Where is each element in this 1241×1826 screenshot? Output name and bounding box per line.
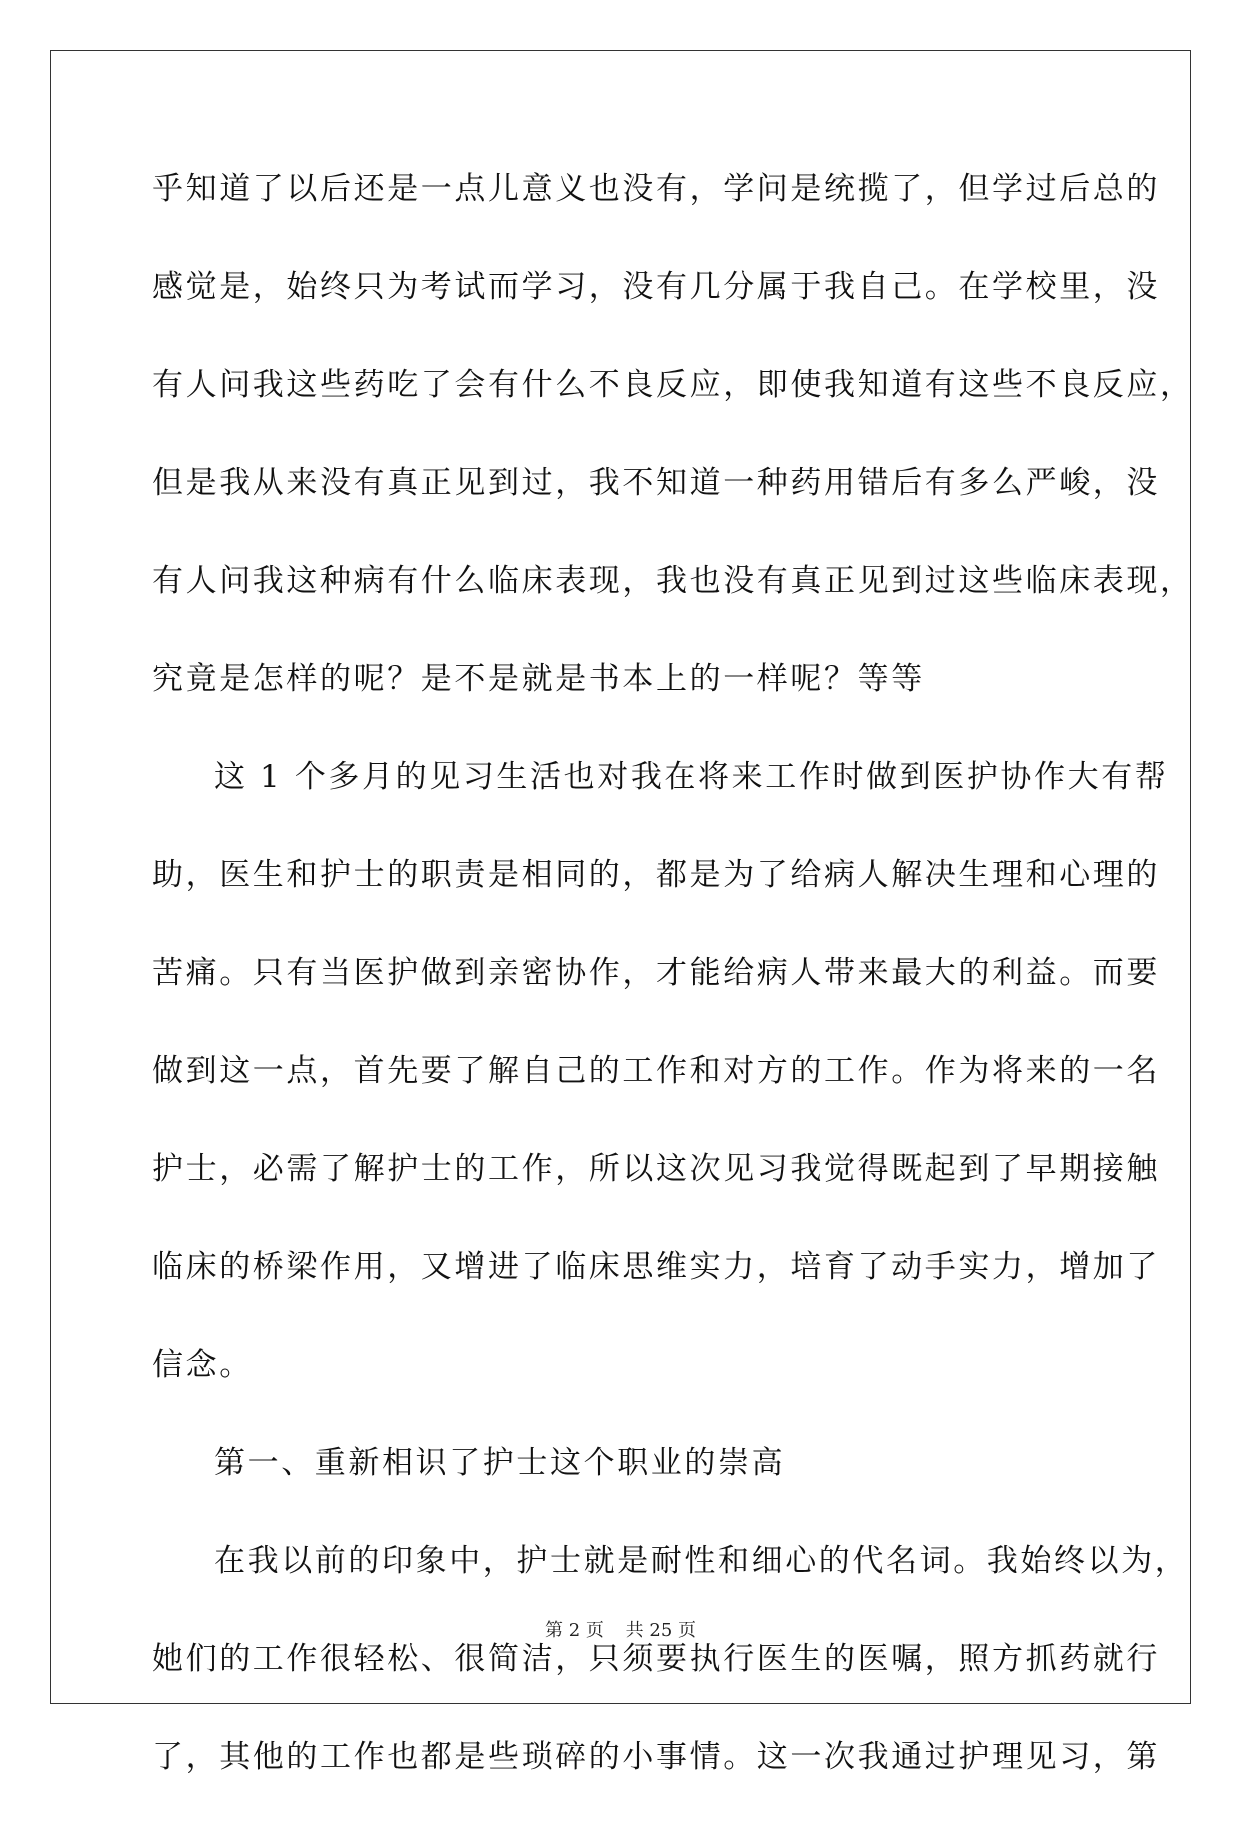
text-line: 究竟是怎样的呢？是不是就是书本上的一样呢？等等: [152, 661, 925, 697]
text-line: 苦痛。只有当医护做到亲密协作，才能给病人带来最大的利益。而要: [152, 955, 1160, 991]
paragraph-start-line: 在我以前的印象中，护士就是耐性和细心的代名词。我始终以为，: [214, 1543, 1189, 1579]
text-line: 助，医生和护士的职责是相同的，都是为了给病人解决生理和心理的: [152, 857, 1160, 893]
page-number: 第 2 页: [545, 1620, 604, 1641]
text-line: 她们的工作很轻松、很简洁，只须要执行医生的医嘱，照方抓药就行: [152, 1641, 1160, 1677]
text-line: 乎知道了以后还是一点儿意义也没有，学问是统揽了，但学过后总的: [152, 171, 1160, 207]
text-line: 了，其他的工作也都是些琐碎的小事情。这一次我通过护理见习，第: [152, 1739, 1160, 1775]
section-heading: 第一、重新相识了护士这个职业的崇高: [214, 1445, 786, 1481]
text-line: 信念。: [152, 1347, 253, 1383]
text-line: 做到这一点，首先要了解自己的工作和对方的工作。作为将来的一名: [152, 1053, 1160, 1089]
document-body: [152, 160, 1194, 1826]
page-total: 共 25 页: [625, 1620, 696, 1641]
text-line: 感觉是，始终只为考试而学习，没有几分属于我自己。在学校里，没: [152, 269, 1160, 305]
text-line: 有人问我这些药吃了会有什么不良反应，即使我知道有这些不良反应，: [152, 367, 1194, 403]
text-line: 有人问我这种病有什么临床表现，我也没有真正见到过这些临床表现，: [152, 563, 1194, 599]
paragraph-start-line: 这 1 个多月的见习生活也对我在将来工作时做到医护协作大有帮: [214, 759, 1169, 795]
page-footer: [0, 1616, 1241, 1642]
text-line: 护士，必需了解护士的工作，所以这次见习我觉得既起到了早期接触: [152, 1151, 1160, 1187]
text-line: 临床的桥梁作用，又增进了临床思维实力，培育了动手实力，增加了: [152, 1249, 1160, 1285]
text-line: 但是我从来没有真正见到过，我不知道一种药用错后有多么严峻，没: [152, 465, 1160, 501]
